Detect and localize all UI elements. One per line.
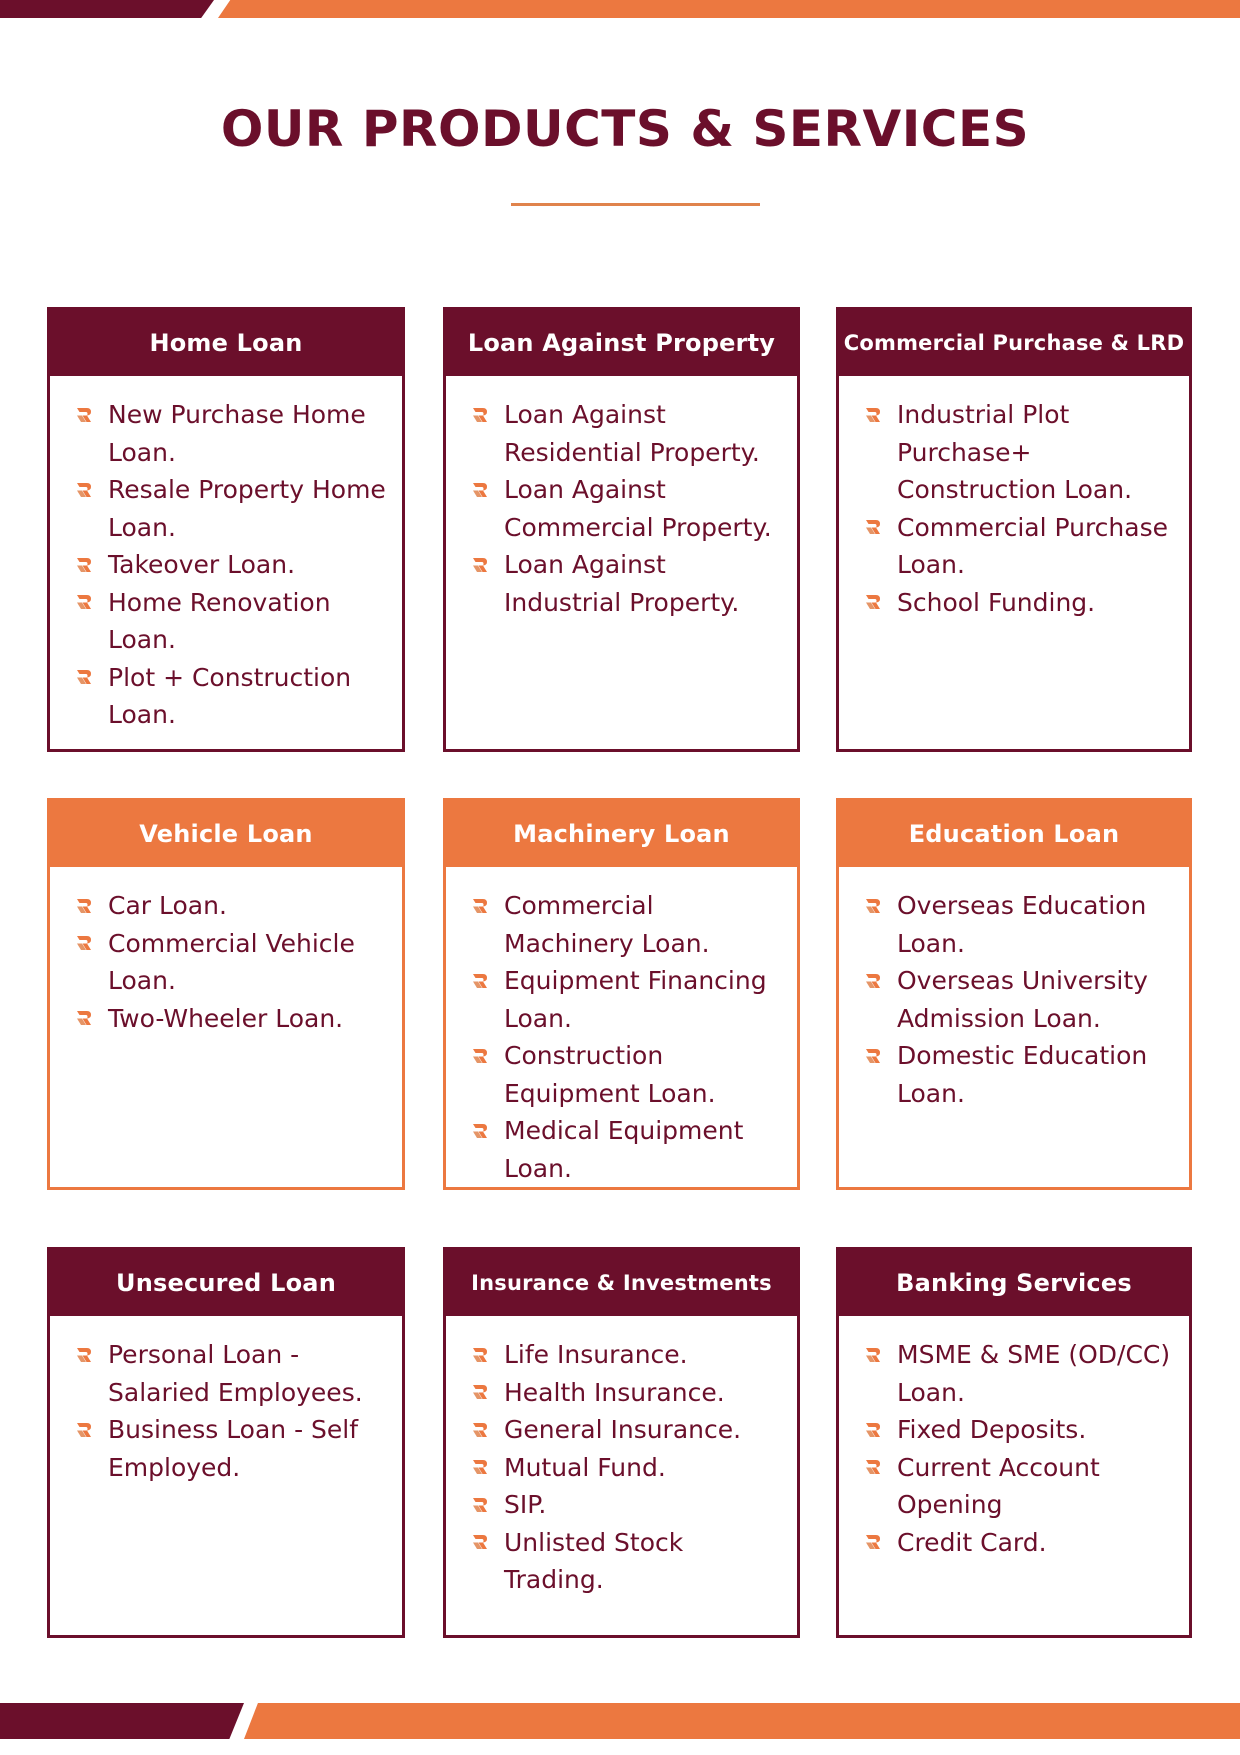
- card-item-list: [446, 1316, 797, 1599]
- rupee-arrow-icon: [470, 1374, 504, 1412]
- rupee-arrow-icon: [470, 887, 504, 925]
- product-card-unsecured-loan: [47, 1247, 405, 1638]
- list-item: [863, 1336, 1179, 1411]
- rupee-arrow-icon: [470, 1037, 504, 1075]
- card-title: Machinery Loan: [446, 801, 797, 867]
- rupee-arrow-icon: [470, 471, 504, 509]
- product-card-machinery-loan: [443, 798, 800, 1190]
- list-item: [74, 925, 392, 1000]
- product-card-home-loan: [47, 307, 405, 752]
- list-item-text: Medical Equipment Loan.: [504, 1116, 744, 1183]
- bottom-decorative-stripe: [0, 1703, 1240, 1739]
- card-title: Commercial Purchase & LRD: [839, 310, 1189, 376]
- rupee-arrow-icon: [863, 1449, 897, 1487]
- list-item: [74, 546, 392, 584]
- rupee-arrow-icon: [74, 887, 108, 925]
- rupee-arrow-icon: [470, 1411, 504, 1449]
- list-item-text: Health Insurance.: [504, 1377, 725, 1407]
- rupee-arrow-icon: [863, 962, 897, 1000]
- card-title: Loan Against Property: [446, 310, 797, 376]
- card-item-list: [50, 867, 402, 1037]
- top-stripe-maroon: [0, 0, 214, 18]
- card-title: Education Loan: [839, 801, 1189, 867]
- rupee-arrow-icon: [863, 1524, 897, 1562]
- product-card-commercial-purchase-lrd: [836, 307, 1192, 752]
- list-item-text: Takeover Loan.: [108, 550, 296, 579]
- list-item-text: Commercial Purchase Loan.: [897, 512, 1168, 579]
- list-item-text: Industrial Plot Purchase+ Construction Loan.: [897, 400, 1133, 504]
- rupee-arrow-icon: [470, 1336, 504, 1374]
- list-item-text: Loan Against Industrial Property.: [504, 550, 740, 617]
- rupee-arrow-icon: [74, 471, 108, 509]
- list-item-text: Home Renovation Loan.: [108, 587, 331, 654]
- list-item-text: General Insurance.: [504, 1415, 742, 1444]
- list-item: [74, 1336, 392, 1411]
- list-item-text: Personal Loan - Salaried Employees.: [108, 1340, 363, 1407]
- list-item-text: SIP.: [504, 1490, 547, 1519]
- list-item: [470, 1449, 787, 1487]
- product-card-vehicle-loan: [47, 798, 405, 1190]
- rupee-arrow-icon: [863, 1411, 897, 1449]
- rupee-arrow-icon: [470, 1449, 504, 1487]
- list-item: [863, 584, 1179, 622]
- list-item: [74, 584, 392, 659]
- list-item-text: MSME & SME (OD/CC) Loan.: [897, 1340, 1171, 1407]
- list-item: [470, 962, 787, 1037]
- card-title: Vehicle Loan: [50, 801, 402, 867]
- list-item-text: Resale Property Home Loan.: [108, 475, 386, 542]
- list-item-text: New Purchase Home Loan.: [108, 400, 366, 467]
- list-item: [470, 1411, 787, 1449]
- list-item-text: Overseas University Admission Loan.: [897, 966, 1148, 1033]
- rupee-arrow-icon: [74, 1336, 108, 1374]
- card-item-list: [839, 1316, 1189, 1561]
- rupee-arrow-icon: [863, 396, 897, 434]
- rupee-arrow-icon: [863, 1037, 897, 1075]
- list-item-text: Domestic Education Loan.: [897, 1041, 1148, 1108]
- list-item: [470, 1486, 787, 1524]
- rupee-arrow-icon: [470, 1524, 504, 1562]
- list-item-text: Construction Equipment Loan.: [504, 1041, 716, 1108]
- list-item: [863, 1524, 1179, 1562]
- list-item: [863, 396, 1179, 509]
- rupee-arrow-icon: [863, 584, 897, 622]
- list-item: [74, 1000, 392, 1038]
- list-item: [863, 962, 1179, 1037]
- top-stripe-orange: [218, 0, 1240, 18]
- list-item: [470, 887, 787, 962]
- list-item: [863, 887, 1179, 962]
- rupee-arrow-icon: [74, 584, 108, 622]
- rupee-arrow-icon: [74, 546, 108, 584]
- rupee-arrow-icon: [470, 1112, 504, 1150]
- rupee-arrow-icon: [470, 962, 504, 1000]
- card-title: Home Loan: [50, 310, 402, 376]
- list-item: [74, 471, 392, 546]
- bottom-stripe-maroon: [0, 1703, 244, 1739]
- list-item: [863, 1411, 1179, 1449]
- list-item: [863, 1037, 1179, 1112]
- list-item-text: Loan Against Residential Property.: [504, 400, 760, 467]
- rupee-arrow-icon: [74, 396, 108, 434]
- card-item-list: [839, 867, 1189, 1112]
- card-title: Banking Services: [839, 1250, 1189, 1316]
- list-item: [470, 1112, 787, 1187]
- list-item: [74, 887, 392, 925]
- list-item-text: Equipment Financing Loan.: [504, 966, 767, 1033]
- list-item-text: Commercial Vehicle Loan.: [108, 928, 355, 995]
- rupee-arrow-icon: [74, 659, 108, 697]
- list-item: [470, 1524, 787, 1599]
- list-item: [863, 1449, 1179, 1524]
- list-item: [74, 396, 392, 471]
- card-title: Insurance & Investments: [446, 1250, 797, 1316]
- title-underline: [511, 203, 760, 206]
- list-item-text: Unlisted Stock Trading.: [504, 1527, 684, 1594]
- page-title: OUR PRODUCTS & SERVICES: [220, 100, 1030, 158]
- bottom-stripe-orange: [244, 1703, 1240, 1739]
- list-item-text: Fixed Deposits.: [897, 1415, 1087, 1444]
- list-item-text: Commercial Machinery Loan.: [504, 891, 710, 958]
- card-item-list: [446, 867, 797, 1187]
- list-item-text: School Funding.: [897, 587, 1096, 617]
- list-item: [470, 546, 787, 621]
- rupee-arrow-icon: [74, 925, 108, 963]
- product-card-loan-against-property: [443, 307, 800, 752]
- rupee-arrow-icon: [863, 887, 897, 925]
- list-item-text: Plot + Construction Loan.: [108, 662, 352, 729]
- list-item-text: Two-Wheeler Loan.: [108, 1003, 344, 1033]
- list-item: [470, 1336, 787, 1374]
- rupee-arrow-icon: [74, 1411, 108, 1449]
- list-item: [470, 396, 787, 471]
- product-card-banking-services: [836, 1247, 1192, 1638]
- rupee-arrow-icon: [863, 1336, 897, 1374]
- card-item-list: [50, 376, 402, 734]
- rupee-arrow-icon: [470, 546, 504, 584]
- list-item: [470, 1374, 787, 1412]
- list-item: [470, 1037, 787, 1112]
- rupee-arrow-icon: [470, 396, 504, 434]
- product-card-insurance-investments: [443, 1247, 800, 1638]
- list-item: [863, 509, 1179, 584]
- rupee-arrow-icon: [863, 509, 897, 547]
- card-item-list: [839, 376, 1189, 621]
- list-item: [74, 1411, 392, 1486]
- list-item-text: Loan Against Commercial Property.: [504, 475, 772, 542]
- list-item: [74, 659, 392, 734]
- rupee-arrow-icon: [74, 1000, 108, 1038]
- list-item-text: Mutual Fund.: [504, 1452, 666, 1482]
- rupee-arrow-icon: [470, 1486, 504, 1524]
- list-item: [470, 471, 787, 546]
- card-item-list: [50, 1316, 402, 1486]
- list-item-text: Car Loan.: [108, 891, 227, 920]
- list-item-text: Credit Card.: [897, 1527, 1047, 1557]
- top-decorative-stripe: [0, 0, 1240, 18]
- card-item-list: [446, 376, 797, 621]
- list-item-text: Overseas Education Loan.: [897, 891, 1147, 958]
- list-item-text: Business Loan - Self Employed.: [108, 1415, 359, 1482]
- product-card-education-loan: [836, 798, 1192, 1190]
- list-item-text: Life Insurance.: [504, 1340, 688, 1369]
- list-item-text: Current Account Opening: [897, 1452, 1100, 1519]
- card-title: Unsecured Loan: [50, 1250, 402, 1316]
